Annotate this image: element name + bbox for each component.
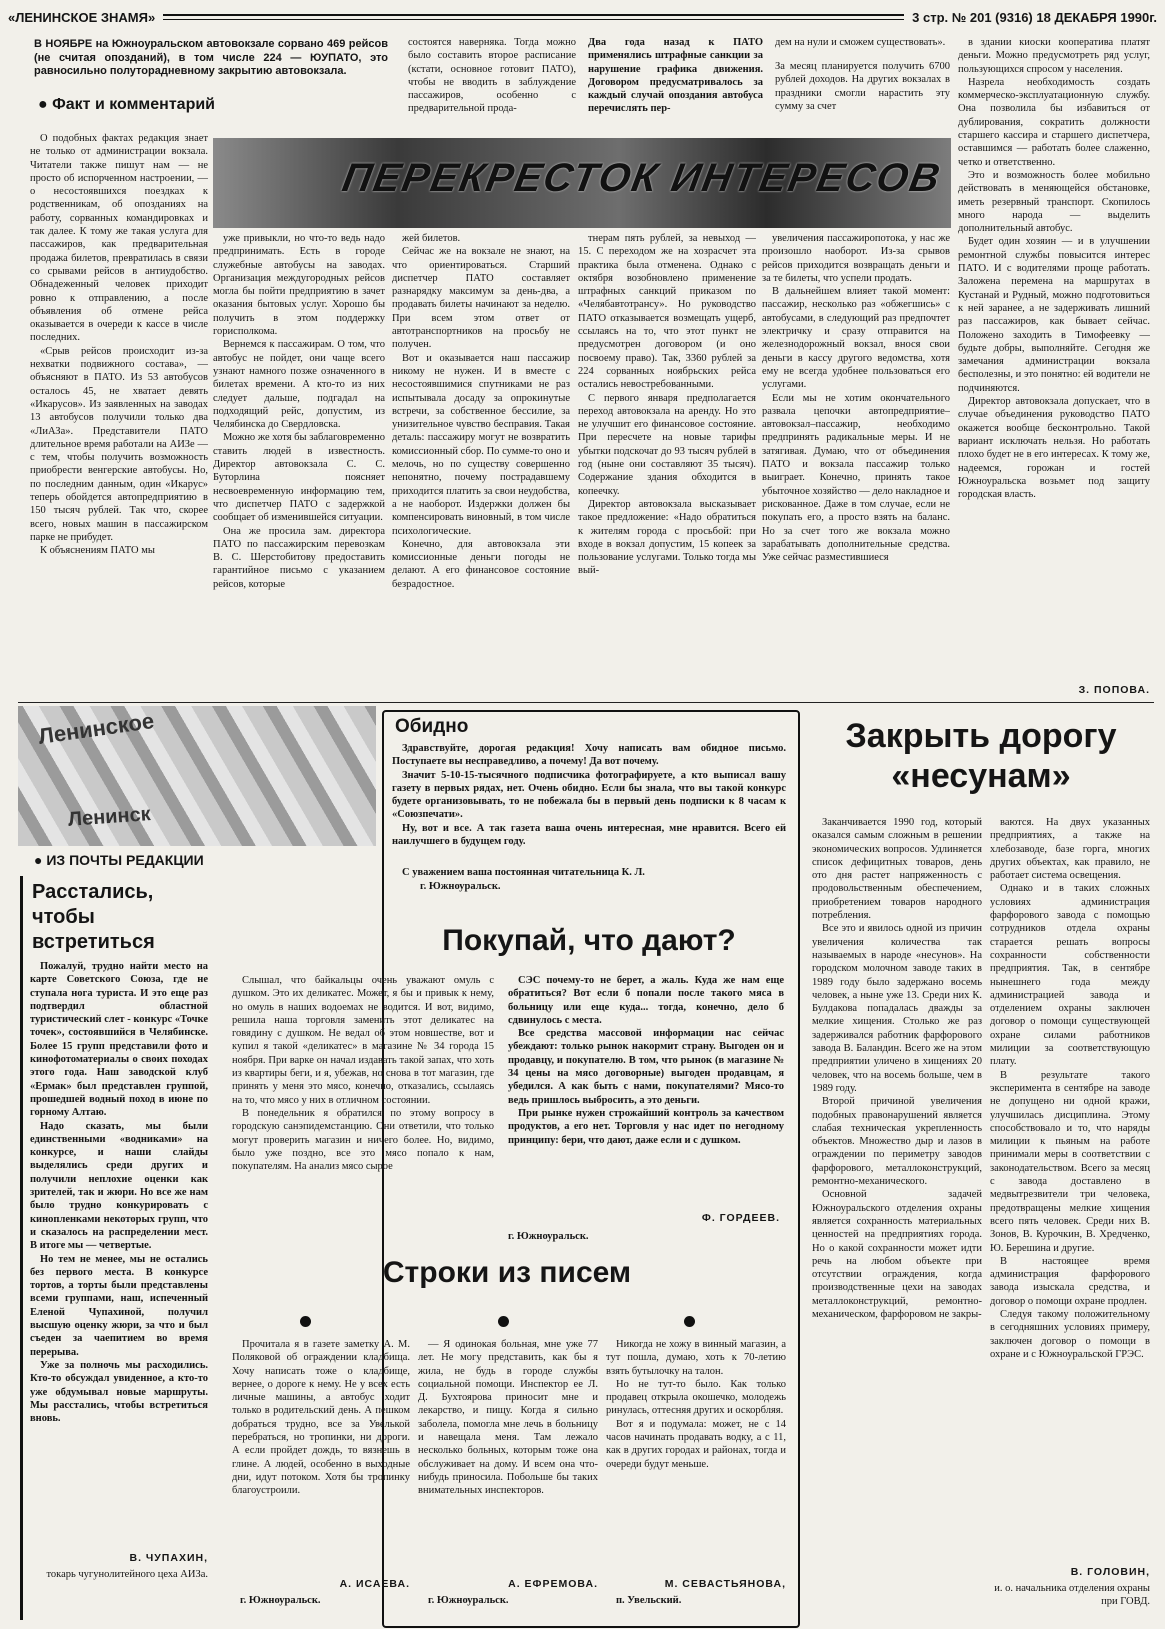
paragraph: в здании киоски кооператива платят деньги. Можно предусмотреть ряд услуг, пользующихся спросом у населения. xyxy=(958,37,1150,75)
paragraph: Следуя такому положительному в сегодняшних условиях примеру, заключен договор о помощи в охране и с Южноуральской ГРЭС. xyxy=(990,1308,1150,1360)
crossroads-col6 xyxy=(958,36,1150,682)
road-title xyxy=(806,716,1156,796)
masthead-rule xyxy=(163,14,904,20)
photo-caption-1: Ленинское xyxy=(36,708,156,749)
paragraph: Сейчас же на вокзале не знают, на что ориентироваться. Старший диспетчер ПАТО составляет разнарядку максимум за день-два, а продавать билеты начинают за неделю. При всем этом ответ от автотранспортников на просьбу не получен. xyxy=(392,246,570,351)
rubric-text: Факт и комментарий xyxy=(52,96,216,113)
rubric-bullet-icon: ● xyxy=(38,96,53,113)
paragraph: СЭС почему-то не берет, а жаль. Куда же нам еще обратиться? Вот если б попали после такого мяса в больницу или еще куда... тогда, конечно, дело б сдвинулось с места. xyxy=(508,975,784,1026)
paragraph: уже привыкли, но что-то ведь надо предпринимать. Есть в городе служебные автобусы на заводах. Организация междугородных рейсов могла бы пойти предприятию в зачет оказания бытовых услуг. Хорошо бы получить в этом поддержку горисполкома. xyxy=(213,233,385,338)
paragraph: В дальнейшем влияет такой момент: пассажир, несколько раз «обжегшись» с автобусами, в следующий раз предпочтет электричку и сразу отправится на железнодорожный вокзал, внося свои деньги в кассу другого ведомства, хотя ему не всегда удобнее пользоваться его услугами. xyxy=(762,286,950,391)
obidno-body xyxy=(392,742,786,862)
mail-title: Расстались, чтобы встретиться xyxy=(32,881,155,953)
buy-title: Покупай, что дают? xyxy=(442,924,736,957)
paragraph: В результате такого эксперимента в сентябре на заводе не допущено ни одной кражи, улучшилась дисциплина. Этому способствовало и то, что наряды милиции к пьяным на работе принимали меры в соответствии с законодательством. Всего за месяц с завода доставлено в медвытрезвители три человека, предотвращены мелкие хищения всего пять человек. Среди них В. Зонов, В. Курочкин, В. Хредченко, Ю. Берешина и другие. xyxy=(990,1069,1150,1254)
paragraph: К объяснениям ПАТО мы xyxy=(40,545,155,557)
paragraph: Можно же хотя бы заблаговременно ставить людей в известность. Директор автовокзала С. С. Буторлина поясняет несвоевременную информацию тем, что диспетчер ПАТО с задержкой сообщает об изменившейся ситуации. xyxy=(213,432,385,524)
section-divider xyxy=(18,702,1154,703)
letters-col1-city: г. Южноуральск. xyxy=(240,1595,321,1606)
buy-city: г. Южноуральск. xyxy=(508,1231,589,1242)
masthead-paper-name: «ЛЕНИНСКОЕ ЗНАМЯ» xyxy=(8,9,156,25)
mail-author: В. ЧУПАХИН, xyxy=(129,1552,208,1564)
obidno-closing: С уважением ваша постоянная читательница К. Л. xyxy=(402,867,645,878)
paragraph: В настоящее время администрация фарфорового завода изыскала средства, и договор о помощи охране продлен. xyxy=(990,1255,1150,1307)
fact-comment-rubric xyxy=(38,96,338,114)
paragraph: Значит 5-10-15-тысячного подписчика фотографируете, а кто выписал вашу газету в первых рядах, нет. Очень обидно. Если бы знала, что вы такой конкурс будете организовывать, то не побежала бы в первый день подписки к 8 часам к «Союзпечати». xyxy=(392,769,786,821)
crossroads-col3 xyxy=(392,232,570,697)
crossroads-col5 xyxy=(762,232,950,697)
road-author: В. ГОЛОВИН, xyxy=(1070,1566,1150,1578)
paragraph: жей билетов. xyxy=(402,233,461,244)
masthead xyxy=(8,6,1157,28)
bullet-icon xyxy=(498,1316,509,1327)
paragraph: Надо сказать, мы были единственными «водниками» на конкурсе, и наши слайды выделялись среди других и получили неплохие оценки как зрителей, так и жюри. Но все же нам было трудно конкурировать с кинопленками некоторых групп, что и сказалось на распределении мест. В итоге мы — четвертые. xyxy=(30,1120,208,1252)
crossroads-col4 xyxy=(578,232,756,697)
mail-body xyxy=(30,960,208,1548)
masthead-issue: 3 стр. № 201 (9316) 18 ДЕКАБРЯ 1990г. xyxy=(912,9,1157,25)
paragraph: Вот и оказывается наш пассажир никому не нужен. И в вместе с несостоявшимися спутниками не раз испытывала досаду за опрокинутые встречи, за собственное бессилие, за унизительное чувство бесправия. Такая деталь: пассажиру могут не возвратить комиссионный сбор. По сумме-то оно и мелочь, но по существу совершенно непонятно, почему пострадавшему приходится платить за свои неудобства, а не наоборот. Издержки должен бы компенсировать виновный, в том числе психологические. xyxy=(392,352,570,537)
paragraph: Уже за полночь мы расходились. Кто-то обсуждал увиденное, а кто-то уже обдумывал новые маршруты. Мы расстались, чтобы встретиться вновь. xyxy=(30,1359,208,1425)
letters-col2 xyxy=(418,1338,598,1584)
paragraph: тнерам пять рублей, за невыход — 15. С переходом же на хозрасчет эта практика была отменена. Однако с октября возобновлено применение штрафных санкций приказом по «Челябавтотрансу». Но руководство ПАТО отказывается возмещать ущерб, ссылаясь на то, что этот пункт не предусмотрен договором (и оно посвоему право). Так, 3360 рублей за 224 сорванных ноябрьских рейса остались невостребованными. xyxy=(578,233,756,391)
paragraph: Но не тут-то было. Как только продавец открыла окошечко, молодежь ринулась, оттесняя других и оскорбляя. xyxy=(606,1378,786,1417)
letters-col3-city: п. Увельский. xyxy=(616,1595,682,1606)
paragraph: увеличения пассажиропотока, у нас же произошло наоборот. Из-за срывов рейсов приходится возвращать деньги и за те билеты, что успели продать. xyxy=(762,233,950,284)
paragraph: Заканчивается 1990 год, который оказался самым сложным в решении экономических вопросов. Удлиняется список дефицитных товаров, день ото дня растет напряженность с продовольственным обеспечением, приобретением товаров народного потребления. xyxy=(812,817,982,922)
paragraph: Второй причиной увеличения подобных правонарушений является слабая техническая укрепленность объектов. Множество дыр и лазов в ограждении по периметру заводов фарфорового, металлоконструкций, ремонтно-механического. xyxy=(812,1096,982,1188)
buy-col1 xyxy=(232,974,494,1230)
paragraph: ваются. На двух указанных предприятиях, а также на хлебозаводе, базе горга, многих других объектах, как правило, не работает система освещения. xyxy=(990,817,1150,882)
obidno-title: Обидно xyxy=(395,716,469,737)
paragraph: Но тем не менее, мы не остались без первого места. В конкурсе тортов, а торты были представлены всеми группами, наш, испеченный Еленой Чупахиной, получил высшую оценку жюри, за что и был съеден за чаепитием во время перерыва. xyxy=(30,1253,208,1358)
paragraph: В понедельник я обратился по этому вопросу в городскую санэпидемстанцию. Они ответили, что только могут проверить магазин и ничего более. Но, видимо, было уже поздно, все это мясо попало к нам, покупателям. На анализ мясо сырое xyxy=(232,1107,494,1173)
paragraph: Это и возможность более мобильно действовать в меняющейся обстановке, иметь резервный транспорт. Скопилось много народа — выделить дополнительный автобус. xyxy=(958,169,1150,235)
letters-col3 xyxy=(606,1338,786,1584)
paragraph: Пожалуй, трудно найти место на карте Советского Союза, где не ступала нога туриста. И это еще раз подтвердил областной туристический слет - конкурс «Точке точек», состоявшийся в Челябинске. Более 15 групп представили фото и кинофотоматериалы о своих походах этого года. Наш заводской клуб «Ермак» был представлен группой, прошедшей водный поход в июне по горному Алтаю. xyxy=(30,961,208,1119)
paragraph: При рынке нужен строжайший контроль за качеством продуктов, а его нет. Торговля у нас идет по негодному принципу: бери, что дают, даже если и с душком. xyxy=(508,1107,784,1146)
road-col2 xyxy=(990,816,1150,1564)
crossroads-col4-top: дем на нули и сможем существовать». xyxy=(775,37,946,48)
photo-caption-2: Ленинск xyxy=(67,803,152,831)
paragraph: Ну, вот и все. А так газета ваша очень интересная, мне нравится. Всего ей наилучшего в будущем году. xyxy=(392,822,786,848)
paragraph: Все это и явилось одной из причин увеличения количества так называемых в народе «несунов». На городском молочном заводе таких в 1989 году было задержано восемь человек, а ныне уже 13. Среди них К. Булдакова попадалась дважды за мелкие хищения. Столько же раз задерживался работник фарфорового завода В. Баландин. Всего же на этом предприятии уличено в хищениях 20 человек, что на восемь больше, чем в 1989 году. xyxy=(812,923,982,1094)
paragraph: Все средства массовой информации нас сейчас убеждают: только рынок накормит страну. Выгоден он и продавцу, и покупателю. В том, что рынок (в магазине № 34 цены на мясо договорные) выгоден продавцам, я убедился. А как быть с нами, покупателями? Мясо-то ведь пришлось выбросить, а это деньги. xyxy=(508,1028,784,1106)
letters-col2-city: г. Южноуральск. xyxy=(428,1595,509,1606)
road-author-role: и. о. начальника отделения охраны при ГОВД. xyxy=(994,1583,1150,1608)
paragraph: Вернемся к пассажирам. О том, что автобус не пойдет, они чаще всего узнают намного позже означенного в билетах времени. А кто-то из них следует дальше, подгадал на подходящий рейс, допустим, из Челябинска до Свердловска. xyxy=(213,339,385,431)
crossroads-author: З. ПОПОВА. xyxy=(1078,684,1150,696)
paragraph: Вот я и подумала: может, не с 14 часов начинать продавать водку, а с 11, как в других городах и районах, тогда и очереди будут меньше. xyxy=(606,1418,786,1470)
bullet-icon xyxy=(684,1316,695,1327)
crossroads-col1 xyxy=(30,132,208,697)
road-title-line-2: «несунам» xyxy=(891,757,1071,795)
road-col1 xyxy=(812,816,982,1616)
road-title-line-1: Закрыть дорогу xyxy=(845,717,1117,755)
paragraph: Однако и в таких сложных условиях администрация фарфорового завода с помощью сотрудников отдела охраны старается решать вопросы сохранности собственности предприятия. Так, в сентябре нынешнего года между администрацией завода и отделением охраны заключен договор о помощи существующей охране силами работников милиции за соответствующую плату. xyxy=(990,883,1150,1068)
newspaper-photo xyxy=(18,706,376,846)
crossroads-banner-text: ПЕРЕКРЕСТОК ИНТЕРЕСОВ xyxy=(339,156,945,200)
paragraph: Если мы не хотим окончательного развала цепочки автопредприятие–автовокзал–пассажир, необходимо предпринять радикальные меры. И не затягивая. Думаю, что от объединения ПАТО и вокзала пассажир только выиграет. Конечно, принять такое убыточное хозяйство — дело накладное и рискованное. Даже в том случае, если не покупать его, а просто взять на баланс. Но за счет того же вокзала можно зарабатывать дополнительные средства. Уже сейчас разместившиеся xyxy=(762,392,950,564)
buy-col2 xyxy=(508,974,784,1230)
letters-title: Строки из писем xyxy=(382,1256,632,1289)
paragraph: Директор автовокзала допускает, что в случае объединения руководство ПАТО окажется вообще бесконтрольно. Такой вариант исключать нельзя. Но работать плохо будет не в его интересах. К тому же, надеемся, горожан и гостей Южноуральска возьмет под защиту городская власть. xyxy=(958,396,1150,501)
letters-col1-author: А. ИСАЕВА. xyxy=(339,1578,410,1590)
paragraph: Директор автовокзала высказывает такое предложение: «Надо обратиться к жителям города с просьбой: при входе в вокзал допустим, 15 копеек за пользование услугами. Только тогда мы вый- xyxy=(578,498,756,577)
letters-col1 xyxy=(232,1338,410,1584)
paragraph: Никогда не хожу в винный магазин, а тут пошла, думаю, хоть к 70-летию взять бутылочку на талон. xyxy=(606,1339,786,1377)
buy-author: Ф. ГОРДЕЕВ. xyxy=(701,1212,780,1224)
paragraph: С первого января предполагается переход автовокзала на аренду. Но это не улучшит его финансовое состояние. При пересчете на новые тарифы убытки подскочат до 93 тысяч рублей в год (ныне они составляют 35 тысяч). Содержание здания обходится в копеечку. xyxy=(578,392,756,497)
paragraph: Конечно, для автовокзала эти комиссионные деньги погоды не делают. А его финансовое состояние безрадостное. xyxy=(392,538,570,590)
paragraph: «Срыв рейсов происходит из-за нехватки подвижного состава», — объясняют в ПАТО. Из 53 автобусов осталось 45, не хватает девять «Икарусов». Из заявленных на заводах 13 автобусов получили только два «ЛиАЗа». Представители ПАТО длительное время работали на АИЗе — с тем, чтобы получить возможность приобрести венгерские автобусы. Но, по последним данным, один «Икарус» теперь обойдется автопредприятию в 150 тысяч рублей. Так что, скорее всего, новых машин в пассажирском парке не прибудет. xyxy=(30,345,208,543)
rubric-bullet-icon: ● xyxy=(34,852,47,868)
paragraph: — Я одинокая больная, мне уже 77 лет. Не могу представить, как бы я жила, не будь в городе службы социальной помощи. Инспектор ее Л. Д. Бухтоярова приносит мне и лекарство, и пищу. Когда я сильно заболела, помогла мне лечь в больницу и навещала меня. Там лежало несколько больных, которым тоже она обслуживает на дому. И всем она что-нибудь приносила. Побольше бы таких внимательных инспекторов. xyxy=(418,1339,598,1497)
paragraph: Основной задачей Южноуральского отделения охраны является сохранность материальных ценностей на предприятиях города. Но о какой сохранности может идти речь на любом объекте при отсутствии ограждения, когда производственные цехи на заводах металлоконструкций, ремонтно-механическом, фарфоровом не закры- xyxy=(812,1189,982,1320)
crossroads-col2 xyxy=(213,232,385,697)
paragraph: Назрела необходимость создать коммерческо-эксплуатационную службу. Она позволила бы избавиться от дублирования, сократить должности старшего кассира и старшего диспетчера, оставшимся — работать более слаженно, четко и ответственно. xyxy=(958,76,1150,168)
letters-col3-author: М. СЕВАСТЬЯНОВА, xyxy=(664,1578,786,1590)
obidno-city: г. Южноуральск. xyxy=(420,881,501,892)
paragraph: О подобных фактах редакция знает не только от администрации вокзала. Читатели также пишут нам — не просто об испорченном настроении, — о несостоявшихся поездках к родственникам, об опозданиях на работу, сорванных командировках и так далее. К тому же такая услуга для пассажиров, как предварительная продажа билетов, превратилась в связи со срывами рейсов в антиудобство. Обнадеженный человек приходит ровно к отправлению, а после объявления об отмене рейса оказывается в очереди к кассе в числе последних. xyxy=(30,133,208,344)
mail-rubric xyxy=(34,852,374,868)
paragraph: Прочитала я в газете заметку А. М. Поляковой об ограждении кладбища. Хочу написать тоже о кладбище, вернее, о дороге к нему. Не у всех есть личные машины, а автобус ходит только в родительский день. А пешком добраться трудно, все за Увелькой перебраться, но тропинки, ни дороги. А если пройдет дождь, то вязнешь в глине. А людей, особенно в выходные дни, идут потоком. Хотя бы тропинку благоустроили. xyxy=(232,1339,410,1497)
mail-side-rule xyxy=(20,876,23,1620)
paragraph: Она же просила зам. директора ПАТО по пассажирским перевозкам В. С. Шерстобитову предоставить гарантийное письмо с указанием рейсов, которые xyxy=(213,525,385,590)
paragraph: Будет один хозяин — и в улучшении ремонтной службы повысится интерес ПАТО. И с водителями проще работать. Заложена перемена на маршрутах в Кустанай и Рудный, можно подготовиться к ней заранее, а не задерживать лишний раз пассажиров, как бывает сейчас. Положено заходить в Тимофеевку — будьте добры, выполняйте. Сегодня же замечания администрации вокзала бесполезны, и это понятно: ей водители не подчиняются. xyxy=(958,236,1150,394)
rubric-text: ИЗ ПОЧТЫ РЕДАКЦИИ xyxy=(46,852,204,868)
mail-author-role: токарь чугунолитейного цеха АИЗа. xyxy=(46,1569,208,1580)
paragraph: Здравствуйте, дорогая редакция! Хочу написать вам обидное письмо. Поступаете вы несправедливо, а почему! Да вот почему. xyxy=(392,743,786,768)
crossroads-col4-mid: За месяц планируется получить 6700 рублей доходов. На других вокзалах в праздники смогли нарастить эту сумму за счет xyxy=(775,61,950,112)
crossroads-col2-top: состоятся наверняка. Тогда можно было составить второе расписание (кстати, основное готовит ПАТО), чтобы не вводить в заблуждение пассажиров, особенно с предварительной прода- xyxy=(408,37,576,115)
bullet-icon xyxy=(300,1316,311,1327)
crossroads-banner xyxy=(213,138,951,228)
paragraph: Слышал, что байкальцы очень уважают омуль с душком. Это их деликатес. Может, я бы и привык к нему, но омуль в наших водоемах не водится. И вот, видимо, решила наша торговля заменить этот деликатес на говядину с душком. Не ведал об этом новшестве, вот и купил я такой «деликатес» в магазине № 34 города 15 ноября. При варке он начал издавать такой запах, что хоть из квартиры беги, и я, убежав, но снова в тот магазин, где принять у меня это мясо, конечно, отказались, ссылаясь на то, что мясо у них в отличном состоянии. xyxy=(232,975,494,1106)
letters-col2-author: А. ЕФРЕМОВА. xyxy=(508,1578,598,1590)
crossroads-lead: В НОЯБРЕ на Южноуральском автовокзале сорвано 469 рейсов (не считая опозданий), в том числе 224 — ЮУПАТО, это равносильно полуторадневному закрытию автовокзала. xyxy=(34,38,388,77)
crossroads-col3-top: Два года назад к ПАТО применялись штрафные санкции за нарушение графика движения. Договором предусматривалось за каждый случай опоздания автобуса перечислять пер- xyxy=(588,37,763,115)
